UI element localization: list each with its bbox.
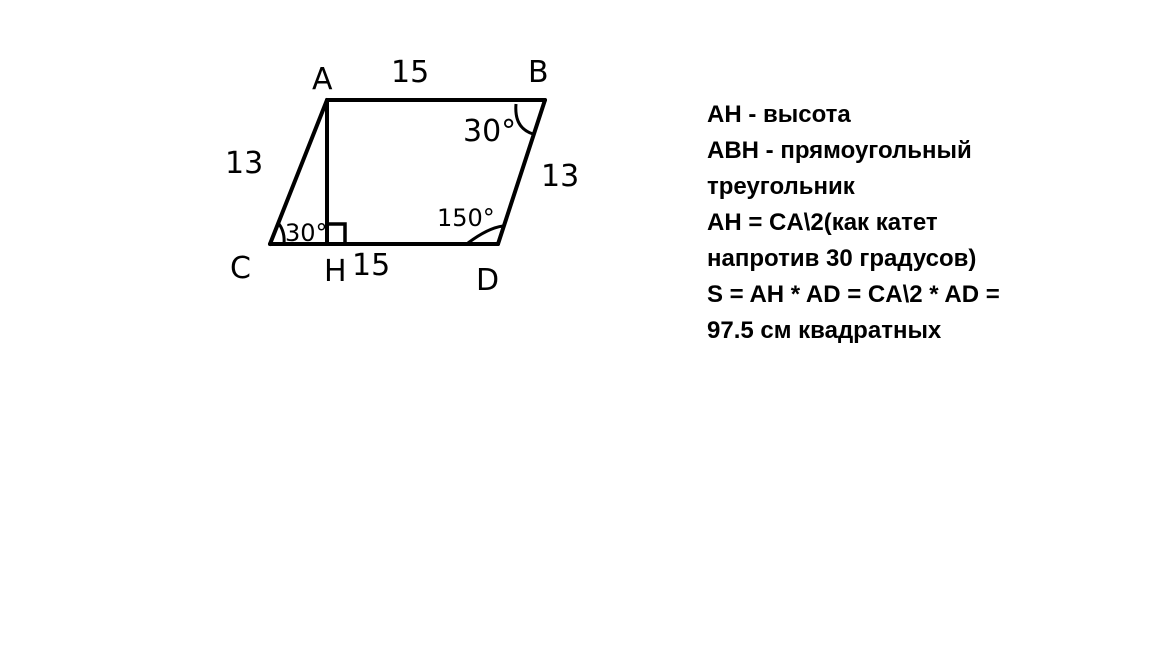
vertex-label-h: H [324, 254, 347, 289]
solution-line: треугольник [707, 173, 855, 200]
vertex-label-d: D [476, 263, 500, 298]
angle-c-label: 30° [285, 219, 328, 247]
vertex-label-b: B [528, 55, 549, 90]
solution-line: AH = CA\2(как катет [707, 209, 938, 236]
angle-b-label: 30° [463, 114, 517, 149]
solution-line: S = AH * AD = CA\2 * AD = [707, 281, 1000, 308]
angle-d-label: 150° [437, 204, 495, 232]
solution-line: ABH - прямоугольный [707, 137, 972, 164]
right-angle-marker [327, 224, 345, 244]
side-bd-label: 13 [541, 159, 580, 194]
angle-c-arc [279, 224, 284, 244]
solution-line: AH - высота [707, 101, 851, 128]
solution-line: 97.5 см квадратных [707, 317, 942, 344]
solution-line: напротив 30 градусов) [707, 245, 977, 272]
vertex-label-a: A [312, 62, 333, 97]
vertex-label-c: C [230, 251, 251, 286]
angle-b-arc [516, 104, 533, 134]
side-ca-label: 13 [225, 146, 264, 181]
side-ab-label: 15 [391, 55, 430, 90]
segment-hd-label: 15 [352, 248, 391, 283]
solution-text [707, 97, 1147, 349]
